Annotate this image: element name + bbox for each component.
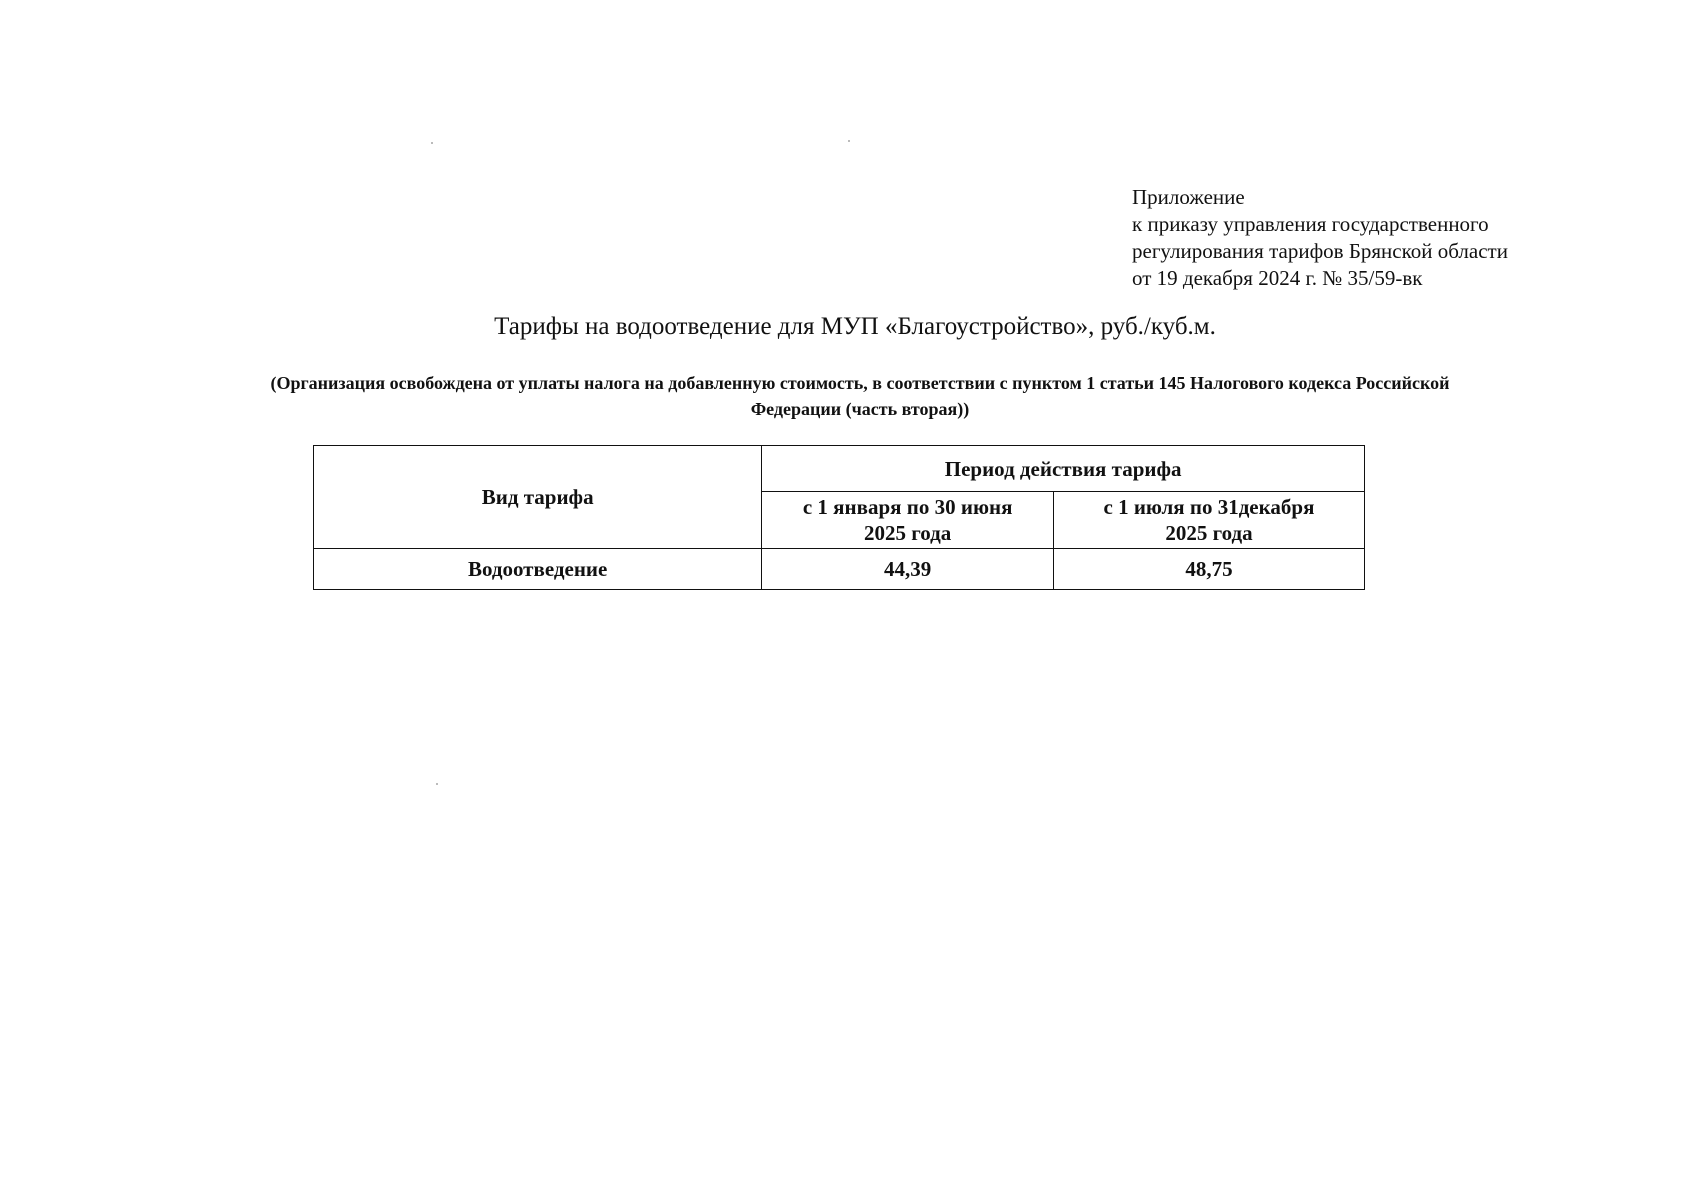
- appendix-order-line: к приказу управления государственного: [1132, 212, 1489, 236]
- note-line-2: Федерации (часть вторая)): [750, 399, 970, 419]
- period-1-year: 2025 года: [864, 521, 952, 545]
- scan-artifact: [436, 783, 438, 785]
- period-2-year: 2025 года: [1165, 521, 1253, 545]
- header-period: Период действия тарифа: [762, 446, 1365, 492]
- tariff-value-period-2: 48,75: [1053, 549, 1364, 590]
- scan-artifact: [431, 142, 433, 144]
- note-line-1: (Организация освобождена от уплаты налога на добавленную стоимость, в соответствии с пунктом 1 статьи 145 Налогового кодекса Российской: [270, 373, 1450, 393]
- header-period-2: [1053, 492, 1364, 549]
- period-1-dates: с 1 января по 30 июня: [802, 495, 1013, 519]
- appendix-header: [1132, 184, 1508, 292]
- tax-exemption-note: [180, 370, 1540, 422]
- header-period-1: [762, 492, 1054, 549]
- header-tariff-type: Вид тарифа: [314, 446, 762, 549]
- period-2-dates: с 1 июля по 31декабря: [1103, 495, 1315, 519]
- scan-artifact: [848, 140, 850, 142]
- document-title: Тарифы на водоотведение для МУП «Благоустройство», руб./куб.м.: [494, 313, 1216, 340]
- appendix-authority-line: регулирования тарифов Брянской области: [1132, 239, 1508, 263]
- appendix-label: Приложение: [1132, 185, 1245, 209]
- tariff-value-period-1: 44,39: [762, 549, 1054, 590]
- table-row: [314, 549, 1365, 590]
- tariff-type-cell: Водоотведение: [314, 549, 762, 590]
- tariff-table: [313, 445, 1365, 590]
- appendix-date-number: от 19 декабря 2024 г. № 35/59-вк: [1132, 266, 1423, 290]
